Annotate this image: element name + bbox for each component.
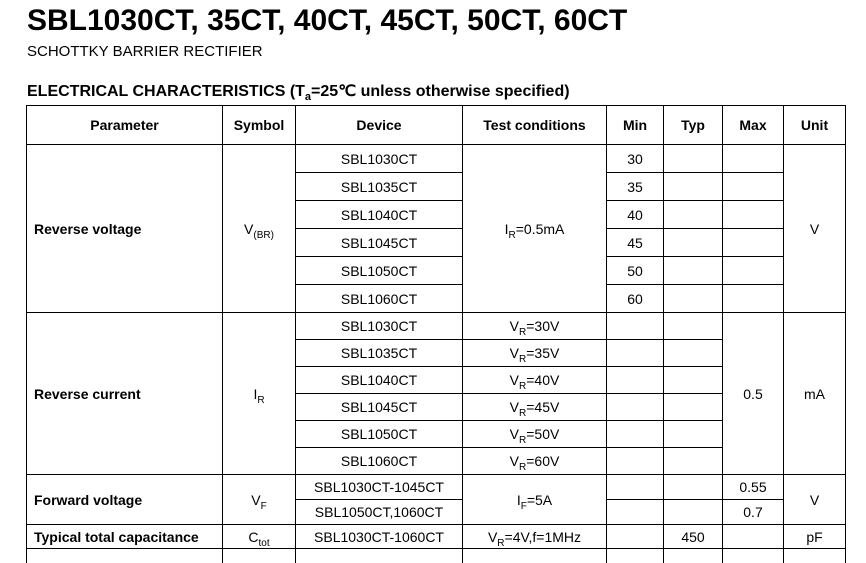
max-cell: 0.5 bbox=[723, 313, 784, 475]
header-parameter: Parameter bbox=[27, 106, 223, 145]
test-conditions-cell bbox=[463, 394, 607, 421]
test-base: I bbox=[516, 491, 521, 508]
header-max: Max bbox=[723, 106, 784, 145]
device-cell: SBL1030CT-1045CT bbox=[296, 475, 463, 500]
test-sub: R bbox=[519, 353, 527, 365]
min-cell: 40 bbox=[607, 201, 664, 229]
min-cell: 35 bbox=[607, 173, 664, 201]
test-conditions-cell bbox=[463, 145, 607, 313]
min-cell: 45 bbox=[607, 229, 664, 257]
symbol-cell bbox=[223, 549, 296, 563]
min-cell bbox=[607, 421, 664, 448]
parameter-cell: Typical total capacitance bbox=[27, 525, 223, 549]
section-heading bbox=[27, 81, 570, 103]
heading-subscript: a bbox=[304, 91, 312, 104]
typ-cell bbox=[664, 448, 723, 475]
symbol-cell bbox=[223, 313, 296, 475]
test-conditions-cell bbox=[463, 313, 607, 340]
typ-cell bbox=[664, 285, 723, 313]
table-header-row bbox=[27, 106, 846, 145]
heading-pre: ELECTRICAL CHARACTERISTICS (T bbox=[27, 83, 305, 100]
test-rest: =35V bbox=[526, 345, 560, 361]
test-rest: =60V bbox=[526, 453, 560, 469]
symbol-sub: tot bbox=[258, 537, 270, 549]
unit-cell: V bbox=[784, 475, 846, 525]
typ-cell: 450 bbox=[664, 525, 723, 549]
test-rest: =5A bbox=[526, 491, 553, 508]
parameter-cell bbox=[27, 549, 223, 563]
typ-cell bbox=[664, 145, 723, 173]
symbol-base: C bbox=[248, 528, 259, 545]
test-rest: =4V,f=1MHz bbox=[504, 528, 582, 545]
test-sub: F bbox=[520, 500, 527, 512]
page-subtitle: SCHOTTKY BARRIER RECTIFIER bbox=[27, 43, 263, 60]
test-conditions-cell bbox=[463, 340, 607, 367]
test-base: V bbox=[509, 318, 519, 334]
typ-cell bbox=[664, 340, 723, 367]
test-sub: R bbox=[519, 326, 527, 338]
test-base: V bbox=[509, 426, 519, 442]
device-cell: SBL1050CT bbox=[296, 421, 463, 448]
test-conditions-cell bbox=[463, 367, 607, 394]
max-cell: 0.55 bbox=[723, 475, 784, 500]
test-base: V bbox=[509, 399, 519, 415]
typ-cell bbox=[664, 421, 723, 448]
max-cell bbox=[723, 145, 784, 173]
typ-cell bbox=[664, 313, 723, 340]
test-rest: =40V bbox=[526, 372, 560, 388]
max-cell bbox=[723, 525, 784, 549]
min-cell: 30 bbox=[607, 145, 664, 173]
max-cell bbox=[723, 549, 784, 563]
device-cell: SBL1050CT bbox=[296, 257, 463, 285]
test-sub: R bbox=[497, 537, 505, 549]
header-device: Device bbox=[296, 106, 463, 145]
max-cell bbox=[723, 229, 784, 257]
min-cell bbox=[607, 549, 664, 563]
device-cell: SBL1040CT bbox=[296, 201, 463, 229]
parameter-cell: Reverse current bbox=[27, 313, 223, 475]
min-cell bbox=[607, 367, 664, 394]
typ-cell bbox=[664, 257, 723, 285]
max-cell: 0.7 bbox=[723, 500, 784, 525]
test-rest: =0.5mA bbox=[515, 220, 565, 237]
test-base: V bbox=[509, 372, 519, 388]
symbol-sub: (BR) bbox=[253, 229, 274, 241]
test-sub: R bbox=[519, 434, 527, 446]
max-cell bbox=[723, 257, 784, 285]
test-base: V bbox=[509, 453, 519, 469]
device-cell: SBL1030CT-1060CT bbox=[296, 525, 463, 549]
min-cell bbox=[607, 340, 664, 367]
device-cell: SBL1060CT bbox=[296, 285, 463, 313]
test-sub: R bbox=[519, 461, 527, 473]
symbol-sub: F bbox=[260, 500, 267, 512]
test-sub: R bbox=[519, 380, 527, 392]
symbol-base: I bbox=[253, 385, 258, 402]
max-cell bbox=[723, 285, 784, 313]
min-cell: 50 bbox=[607, 257, 664, 285]
typ-cell bbox=[664, 475, 723, 500]
typ-cell bbox=[664, 229, 723, 257]
min-cell bbox=[607, 500, 664, 525]
test-conditions-cell bbox=[463, 448, 607, 475]
typ-cell bbox=[664, 201, 723, 229]
unit-cell: V bbox=[784, 145, 846, 313]
test-base: I bbox=[504, 220, 509, 237]
test-conditions-cell bbox=[463, 549, 607, 563]
device-cell: SBL1045CT bbox=[296, 229, 463, 257]
unit-cell: mA bbox=[784, 313, 846, 475]
test-rest: =45V bbox=[526, 399, 560, 415]
symbol-cell bbox=[223, 475, 296, 525]
typ-cell bbox=[664, 394, 723, 421]
min-cell bbox=[607, 313, 664, 340]
symbol-sub: R bbox=[257, 394, 265, 406]
device-cell: SBL1035CT bbox=[296, 340, 463, 367]
test-conditions-cell bbox=[463, 475, 607, 525]
test-conditions-cell bbox=[463, 421, 607, 448]
symbol-base: V bbox=[251, 491, 261, 508]
header-symbol: Symbol bbox=[223, 106, 296, 145]
table-row bbox=[27, 525, 846, 549]
device-cell bbox=[296, 549, 463, 563]
min-cell bbox=[607, 394, 664, 421]
unit-cell bbox=[784, 549, 846, 563]
test-rest: =30V bbox=[526, 318, 560, 334]
test-rest: =50V bbox=[526, 426, 560, 442]
min-cell bbox=[607, 448, 664, 475]
test-base: V bbox=[509, 345, 519, 361]
table-row bbox=[27, 145, 846, 173]
device-cell: SBL1060CT bbox=[296, 448, 463, 475]
header-min: Min bbox=[607, 106, 664, 145]
max-cell bbox=[723, 173, 784, 201]
device-cell: SBL1030CT bbox=[296, 313, 463, 340]
typ-cell bbox=[664, 173, 723, 201]
page-title: SBL1030CT, 35CT, 40CT, 45CT, 50CT, 60CT bbox=[27, 4, 628, 37]
table-row bbox=[27, 313, 846, 340]
unit-cell: pF bbox=[784, 525, 846, 549]
typ-cell bbox=[664, 549, 723, 563]
electrical-characteristics-table bbox=[26, 105, 846, 563]
typ-cell bbox=[664, 367, 723, 394]
min-cell bbox=[607, 525, 664, 549]
table-row bbox=[27, 475, 846, 500]
device-cell: SBL1045CT bbox=[296, 394, 463, 421]
device-cell: SBL1035CT bbox=[296, 173, 463, 201]
header-unit: Unit bbox=[784, 106, 846, 145]
symbol-cell bbox=[223, 525, 296, 549]
symbol-base: V bbox=[244, 220, 254, 237]
test-conditions-cell bbox=[463, 525, 607, 549]
table-row-clipped bbox=[27, 549, 846, 563]
device-cell: SBL1030CT bbox=[296, 145, 463, 173]
header-test-conditions: Test conditions bbox=[463, 106, 607, 145]
symbol-cell bbox=[223, 145, 296, 313]
parameter-cell: Reverse voltage bbox=[27, 145, 223, 313]
min-cell: 60 bbox=[607, 285, 664, 313]
heading-post: =25℃ unless otherwise specified) bbox=[311, 83, 570, 100]
test-sub: R bbox=[519, 407, 527, 419]
header-typ: Typ bbox=[664, 106, 723, 145]
test-base: V bbox=[487, 528, 498, 545]
max-cell bbox=[723, 201, 784, 229]
parameter-cell: Forward voltage bbox=[27, 475, 223, 525]
typ-cell bbox=[664, 500, 723, 525]
device-cell: SBL1040CT bbox=[296, 367, 463, 394]
device-cell: SBL1050CT,1060CT bbox=[296, 500, 463, 525]
test-sub: R bbox=[508, 229, 516, 241]
min-cell bbox=[607, 475, 664, 500]
